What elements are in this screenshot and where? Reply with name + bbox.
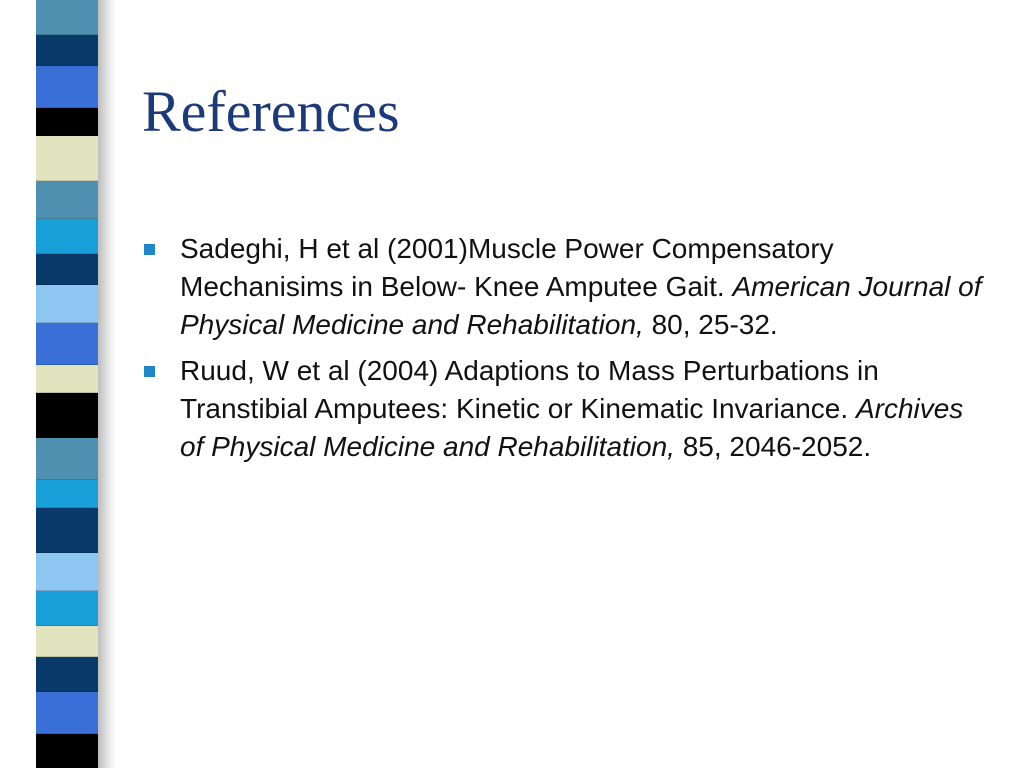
strip-block	[36, 35, 100, 66]
side-strip-shadow	[98, 0, 116, 768]
strip-block	[36, 553, 100, 591]
strip-block	[36, 393, 100, 438]
strip-block	[36, 219, 100, 254]
strip-block	[36, 108, 100, 136]
reference-citation: Ruud, W et al (2004) Adaptions to Mass Perturbations in Transtibial Amputees: Kinetic or Kinematic Invariance.	[180, 355, 879, 424]
strip-block	[36, 657, 100, 692]
strip-block	[36, 438, 100, 480]
strip-block	[36, 66, 100, 108]
strip-block	[36, 285, 100, 323]
list-item	[142, 230, 982, 344]
strip-block	[36, 181, 100, 219]
square-bullet-icon	[144, 366, 155, 377]
strip-block	[36, 0, 100, 35]
square-bullet-icon	[144, 244, 155, 255]
reference-volume-pages: 85, 2046-2052.	[674, 431, 872, 462]
strip-block	[36, 734, 100, 768]
strip-block	[36, 136, 100, 181]
strip-block	[36, 626, 100, 657]
reference-journal: American Journal of Physical Medicine and Rehabilitation,	[180, 271, 982, 340]
list-item	[142, 352, 982, 466]
strip-block	[36, 365, 100, 393]
strip-block	[36, 591, 100, 626]
reference-volume-pages: 80, 25-32.	[643, 309, 778, 340]
reference-journal: Archives of Physical Medicine and Rehabilitation,	[180, 393, 964, 462]
strip-block	[36, 254, 100, 285]
reference-list	[142, 230, 982, 474]
reference-citation: Sadeghi, H et al (2001)Muscle Power Compensatory Mechanisims in Below- Knee Amputee Gait.	[180, 233, 834, 302]
strip-block	[36, 692, 100, 734]
decorative-side-strip	[36, 0, 100, 768]
page-title: References	[142, 79, 400, 144]
strip-block	[36, 480, 100, 508]
strip-block	[36, 323, 100, 365]
strip-block	[36, 508, 100, 553]
